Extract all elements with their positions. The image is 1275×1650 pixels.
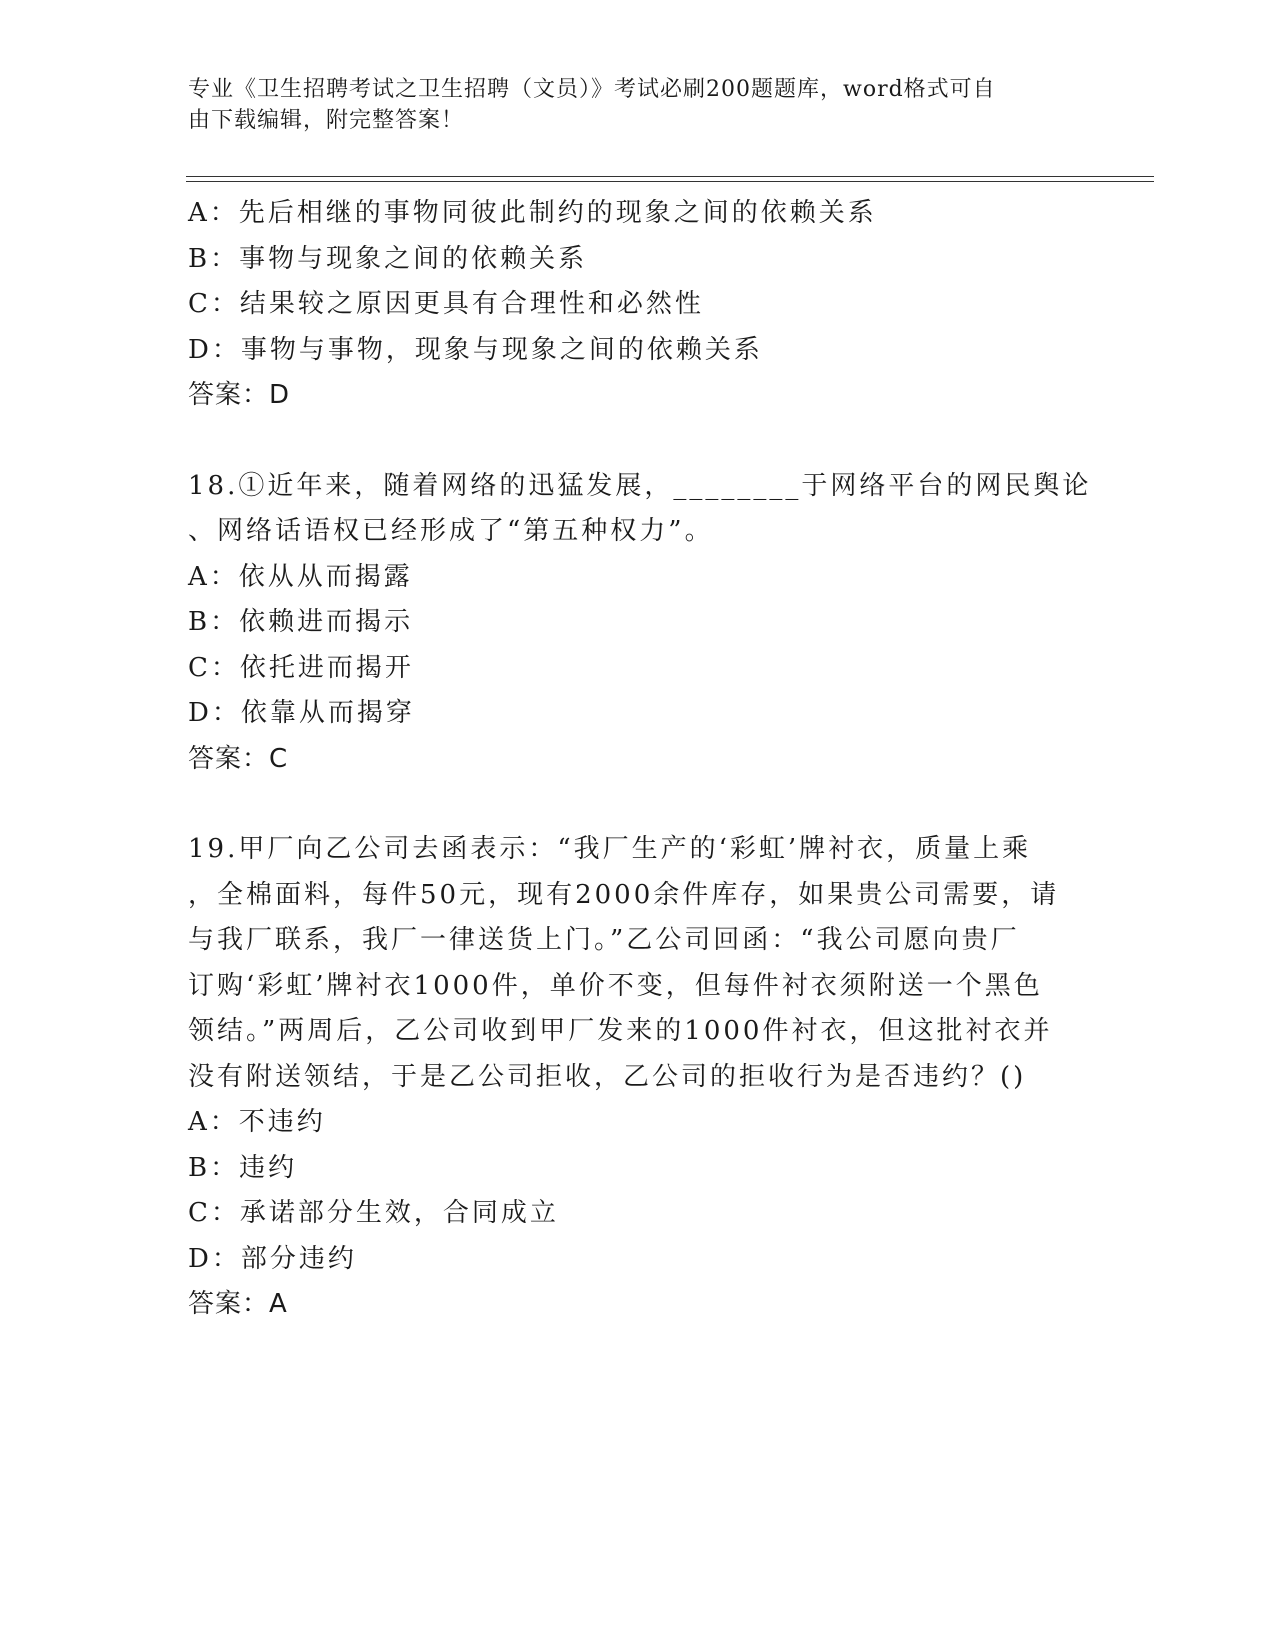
option-d: D：事物与事物，现象与现象之间的依赖关系 <box>188 334 763 365</box>
question-stem-line: 19.甲厂向乙公司去函表示：“我厂生产的‘彩虹’牌衬衣，质量上乘 <box>188 834 1032 864</box>
option-b: B：依赖进而揭示 <box>188 607 414 637</box>
option-a: A：先后相继的事物同彼此制约的现象之间的依赖关系 <box>188 198 877 228</box>
question-19 <box>188 827 1088 1328</box>
option-b: B：违约 <box>188 1152 298 1183</box>
answer: 答案：C <box>188 743 289 774</box>
answer: 答案：A <box>188 1289 288 1319</box>
option-c: C：结果较之原因更具有合理性和必然性 <box>188 289 704 319</box>
option-c: C：承诺部分生效，合同成立 <box>188 1198 559 1228</box>
answer: 答案：D <box>188 380 291 410</box>
question-stem-line: 订购‘彩虹’牌衬衣1000件，单价不变，但每件衬衣须附送一个黑色 <box>188 970 1043 1001</box>
option-a: A：不违约 <box>188 1107 326 1137</box>
question-18 <box>188 464 1092 783</box>
question-stem-line: 、网络话语权已经形成了“第五种权力”。 <box>188 516 714 546</box>
question-stem-line: ，全棉面料，每件50元，现有2000余件库存，如果贵公司需要，请 <box>188 879 1060 910</box>
question-stem-line: 领结。”两周后，乙公司收到甲厂发来的1000件衬衣，但这批衬衣并 <box>188 1016 1053 1046</box>
header-divider-top <box>186 176 1154 177</box>
spacer <box>188 782 1088 827</box>
question-17 <box>188 191 1088 419</box>
header-divider-bottom <box>186 181 1154 182</box>
option-d: D：依靠从而揭穿 <box>188 698 415 728</box>
header-line-1: 专业《卫生招聘考试之卫生招聘（文员）》考试必刷200题题库，word格式可自 <box>188 77 996 102</box>
header-line-2: 由下载编辑，附完整答案！ <box>188 108 465 133</box>
option-b: B：事物与现象之间的依赖关系 <box>188 243 588 274</box>
question-stem-line: 与我厂联系，我厂一律送货上门。”乙公司回函：“我公司愿向贵厂 <box>188 925 1020 955</box>
option-d: D：部分违约 <box>188 1243 357 1274</box>
question-stem-line: 18.①近年来，随着网络的迅猛发展，________于网络平台的网民舆论 <box>188 470 1092 501</box>
question-list <box>188 191 1092 1328</box>
document-header <box>188 74 1088 136</box>
question-stem-line: 没有附送领结，于是乙公司拒收，乙公司的拒收行为是否违约？() <box>188 1061 1027 1092</box>
option-a: A：依从从而揭露 <box>188 561 413 592</box>
spacer <box>188 419 1088 464</box>
option-c: C：依托进而揭开 <box>188 652 414 683</box>
